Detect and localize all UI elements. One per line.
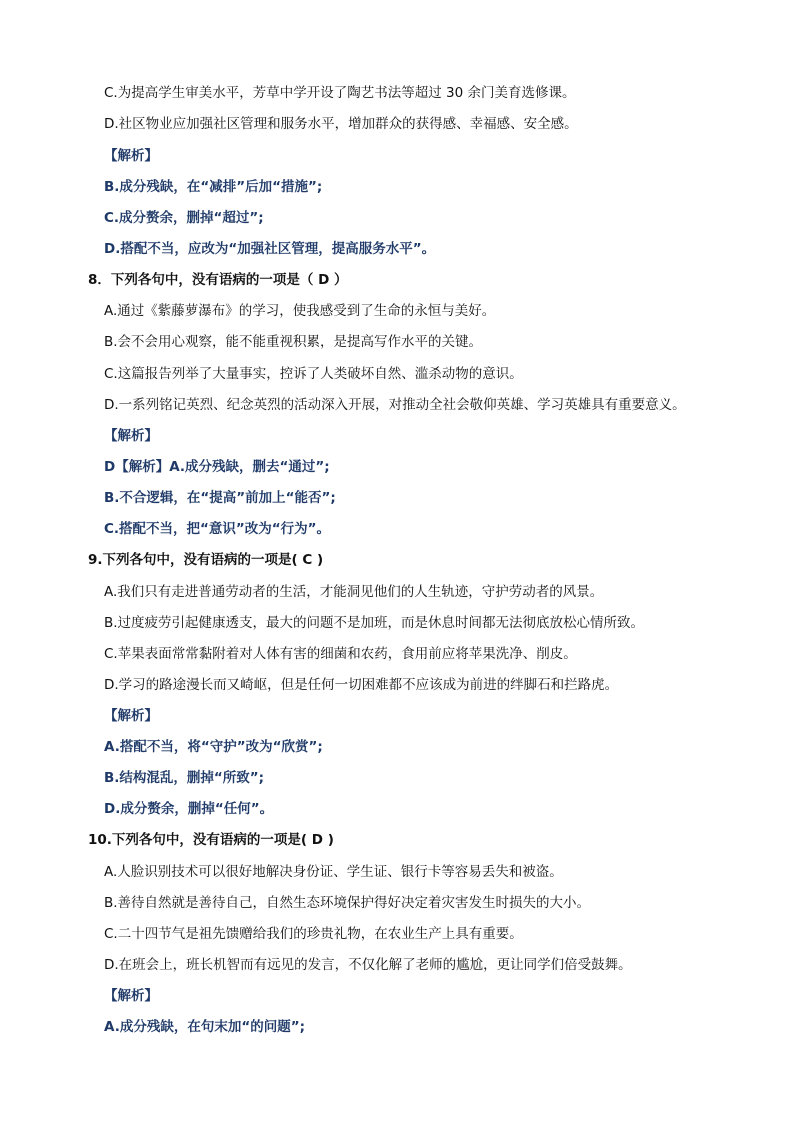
analysis-line: D.成分赘余，删掉“任何”。 bbox=[104, 801, 274, 817]
option-line: B.善待自然就是善待自己，自然生态环境保护得好决定着灾害发生时损失的大小。 bbox=[104, 895, 591, 911]
analysis-heading: 【解析】 bbox=[104, 428, 158, 444]
option-line: C.这篇报告列举了大量事实，控诉了人类破坏自然、滥杀动物的意识。 bbox=[104, 366, 523, 382]
analysis-line: A.搭配不当，将“守护”改为“欣赏”; bbox=[104, 739, 323, 755]
analysis-line: B.成分残缺，在“减排”后加“措施”; bbox=[104, 179, 323, 195]
analysis-line: B.不合逻辑，在“提高”前加上“能否”; bbox=[104, 490, 336, 506]
option-line: D.学习的路途漫长而又崎岖，但是任何一切困难都不应该成为前进的绊脚石和拦路虎。 bbox=[104, 677, 619, 693]
question-stem: 10.下列各句中，没有语病的一项是( D ) bbox=[88, 832, 334, 848]
analysis-line: D.搭配不当，应改为“加强社区管理，提高服务水平”。 bbox=[104, 241, 436, 257]
option-line: B.会不会用心观察，能不能重视积累，是提高写作水平的关键。 bbox=[104, 334, 483, 350]
option-line: C.为提高学生审美水平，芳草中学开设了陶艺书法等超过 30 余门美育选修课。 bbox=[104, 85, 576, 101]
analysis-line: C.搭配不当，把“意识”改为“行为”。 bbox=[104, 521, 331, 537]
analysis-heading: 【解析】 bbox=[104, 988, 158, 1004]
option-line: D.一系列铭记英烈、纪念英烈的活动深入开展，对推动全社会敬仰英雄、学习英雄具有重要意义。 bbox=[104, 397, 686, 413]
option-line: A.通过《紫藤萝瀑布》的学习，使我感受到了生命的永恒与美好。 bbox=[104, 303, 496, 319]
analysis-line: D【解析】A.成分残缺，删去“通过”; bbox=[104, 459, 330, 475]
option-line: C.二十四节气是祖先馈赠给我们的珍贵礼物，在农业生产上具有重要。 bbox=[104, 926, 523, 942]
option-line: C.苹果表面常常黏附着对人体有害的细菌和农药，食用前应将苹果洗净、削皮。 bbox=[104, 646, 577, 662]
option-line: D.在班会上，班长机智而有远见的发言，不仅化解了老师的尴尬，更让同学们倍受鼓舞。 bbox=[104, 957, 632, 973]
option-line: A.人脸识别技术可以很好地解决身份证、学生证、银行卡等容易丢失和被盗。 bbox=[104, 864, 563, 880]
analysis-heading: 【解析】 bbox=[104, 708, 158, 724]
analysis-line: C.成分赘余，删掉“超过”; bbox=[104, 210, 264, 226]
question-stem: 9.下列各句中，没有语病的一项是( C ) bbox=[88, 552, 324, 568]
analysis-line: B.结构混乱，删掉“所致”; bbox=[104, 770, 265, 786]
option-line: D.社区物业应加强社区管理和服务水平，增加群众的获得感、幸福感、安全感。 bbox=[104, 116, 578, 132]
option-line: B.过度疲劳引起健康透支，最大的问题不是加班，而是休息时间都无法彻底放松心情所致。 bbox=[104, 615, 645, 631]
option-line: A.我们只有走进普通劳动者的生活，才能洞见他们的人生轨迹，守护劳动者的风景。 bbox=[104, 584, 604, 600]
analysis-heading: 【解析】 bbox=[104, 148, 158, 164]
analysis-line: A.成分残缺，在句末加“的问题”; bbox=[104, 1019, 305, 1035]
question-stem: 8．下列各句中，没有语病的一项是（ D ） bbox=[88, 272, 348, 288]
